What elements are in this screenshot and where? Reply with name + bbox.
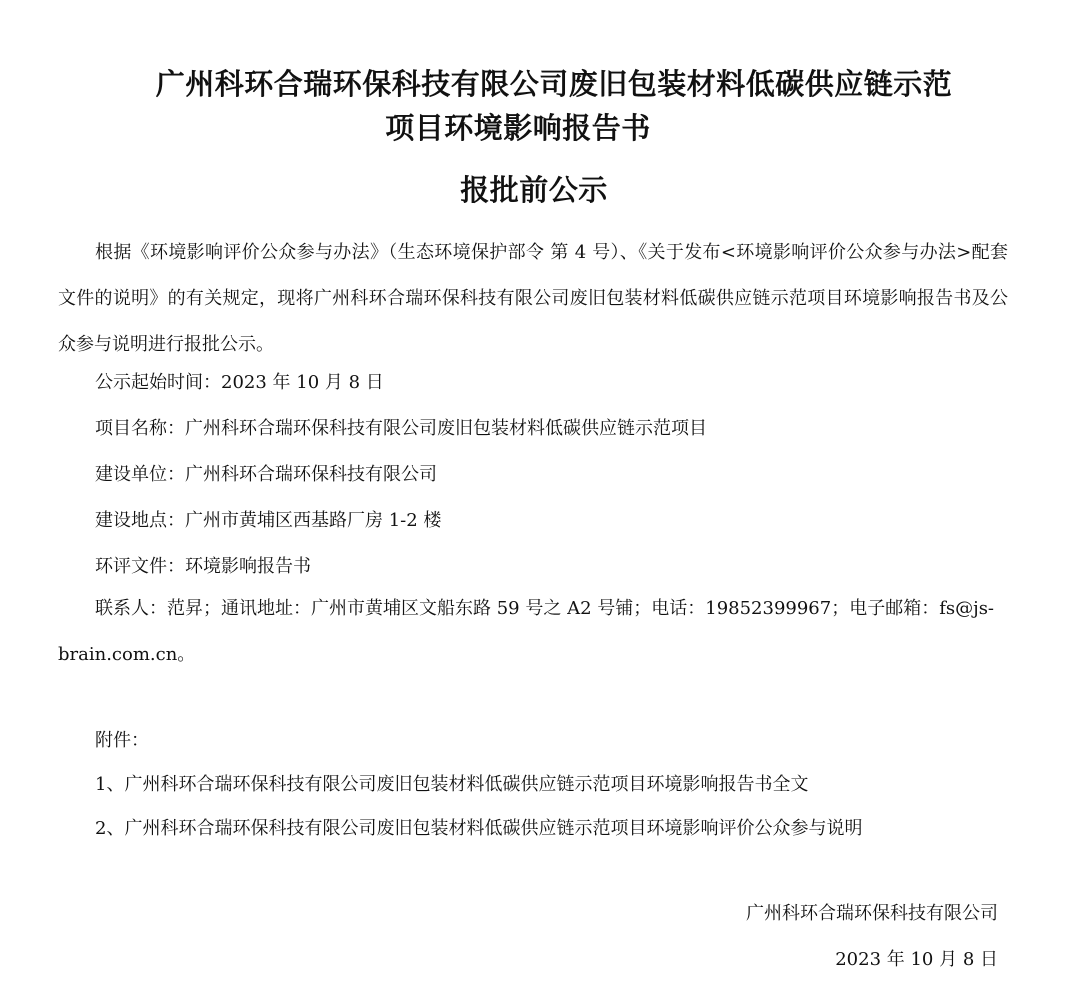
attachment-item-2: 2、广州科环合瑞环保科技有限公司废旧包装材料低碳供应链示范项目环境影响评价公众参与说明 bbox=[95, 818, 863, 839]
signature-company: 广州科环合瑞环保科技有限公司 bbox=[746, 903, 998, 924]
field-eia-file: 环评文件：环境影响报告书 bbox=[95, 556, 311, 577]
subtitle: 报批前公示 bbox=[460, 173, 608, 207]
title-line-1: 广州科环合瑞环保科技有限公司废旧包装材料低碳供应链示范 bbox=[155, 67, 953, 101]
field-start-time: 公示起始时间：2023 年 10 月 8 日 bbox=[95, 372, 384, 393]
title-line-2: 项目环境影响报告书 bbox=[385, 111, 651, 145]
field-contact: 联系人：范昇；通讯地址：广州市黄埔区文船东路 59 号之 A2 号铺；电话：19852399967；电子邮箱：fs@js-brain.com.cn。 bbox=[58, 598, 995, 665]
attachments-label: 附件： bbox=[95, 730, 149, 751]
intro-paragraph: 根据《环境影响评价公众参与办法》（生态环境保护部令 第 4 号）、《关于发布<环境影响评价公众参与办法>配套文件的说明》的有关规定，现将广州科环合瑞环保科技有限公司废旧包装材料低碳供应链示范项目环境影响报告书及公众参与说明进行报批公示。 bbox=[58, 242, 1008, 355]
field-builder: 建设单位：广州科环合瑞环保科技有限公司 bbox=[95, 464, 437, 485]
field-location: 建设地点：广州市黄埔区西基路厂房 1-2 楼 bbox=[95, 510, 442, 531]
signature-date: 2023 年 10 月 8 日 bbox=[835, 949, 998, 970]
field-project-name: 项目名称：广州科环合瑞环保科技有限公司废旧包装材料低碳供应链示范项目 bbox=[95, 418, 707, 439]
attachment-item-1: 1、广州科环合瑞环保科技有限公司废旧包装材料低碳供应链示范项目环境影响报告书全文 bbox=[95, 774, 809, 795]
